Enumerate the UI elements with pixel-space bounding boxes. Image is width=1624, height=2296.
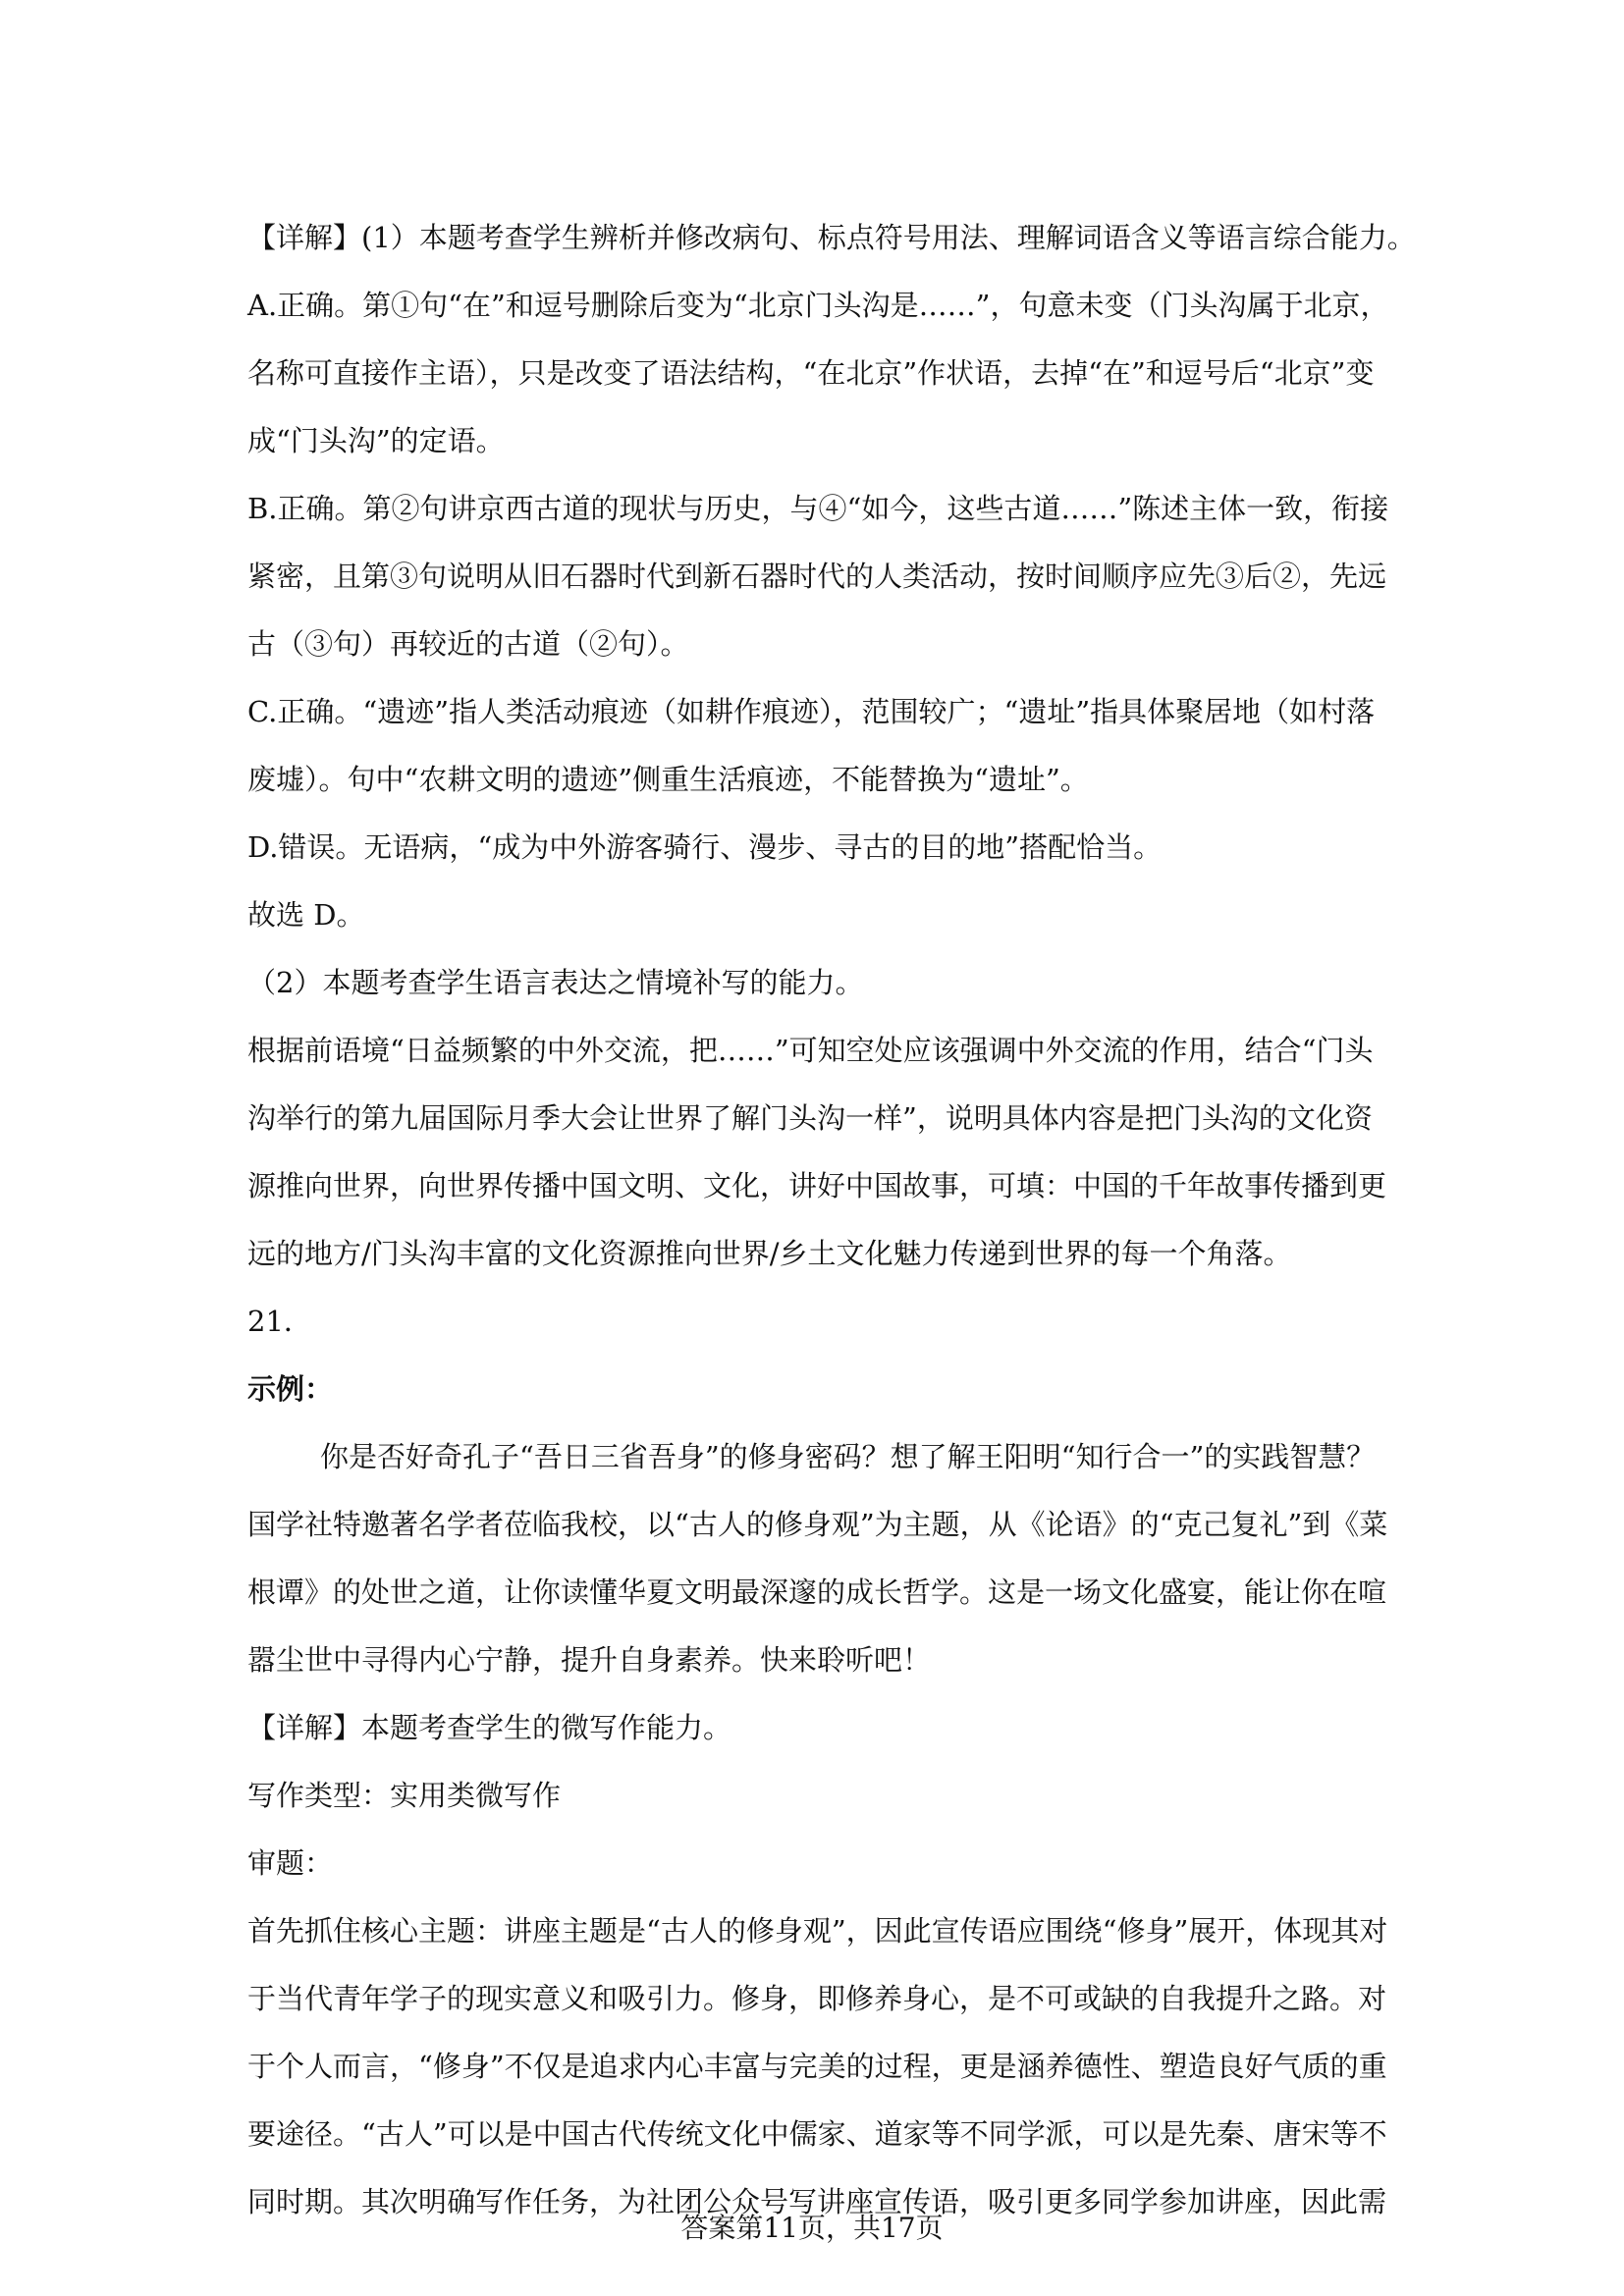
example-text-line: 根谭》的处世之道，让你读懂华夏文明最深邃的成长哲学。这是一场文化盛宴，能让你在喧 <box>247 1575 1387 1609</box>
text-line: D.错误。无语病，“成为中外游客骑行、漫步、寻古的目的地”搭配恰当。 <box>247 830 1163 864</box>
example-heading: 示例： <box>247 1372 334 1406</box>
text-line: 写作类型：实用类微写作 <box>247 1779 562 1812</box>
text-line: 沟举行的第九届国际月季大会让世界了解门头沟一样”，说明具体内容是把门头沟的文化资 <box>247 1101 1373 1135</box>
text-line: 名称可直接作主语），只是改变了语法结构，“在北京”作状语，去掉“在”和逗号后“北京”变 <box>247 356 1375 390</box>
text-line: 于个人而言，“修身”不仅是追求内心丰富与完美的过程，更是涵养德性、塑造良好气质的重 <box>247 2050 1387 2083</box>
answer-text-body <box>247 204 1416 2236</box>
text-line: 废墟）。句中“农耕文明的遗迹”侧重生活痕迹，不能替换为“遗址”。 <box>247 763 1089 796</box>
text-line: 紧密，且第③句说明从旧石器时代到新石器时代的人类活动，按时间顺序应先③后②，先远 <box>247 560 1387 593</box>
text-line: C.正确。“遗迹”指人类活动痕迹（如耕作痕迹），范围较广；“遗址”指具体聚居地（如村落 <box>247 695 1376 728</box>
example-text-line: 嚣尘世中寻得内心宁静，提升自身素养。快来聆听吧！ <box>247 1643 932 1677</box>
text-line: 根据前语境“日益频繁的中外交流，把……”可知空处应该强调中外交流的作用，结合“门头 <box>247 1034 1374 1067</box>
example-text-line: 国学社特邀著名学者莅临我校，以“古人的修身观”为主题，从《论语》的“克己复礼”到《菜 <box>247 1508 1388 1541</box>
text-line: 成“门头沟”的定语。 <box>247 424 505 457</box>
text-line: （2）本题考查学生语言表达之情境补写的能力。 <box>247 966 864 999</box>
text-line: 古（③句）再较近的古道（②句）。 <box>247 627 689 661</box>
text-line: 【详解】(1）本题考查学生辨析并修改病句、标点符号用法、理解词语含义等语言综合能力。 <box>247 221 1416 254</box>
text-line: 首先抓住核心主题：讲座主题是“古人的修身观”，因此宣传语应围绕“修身”展开，体现其对 <box>247 1914 1388 1948</box>
text-line: 故选 D。 <box>247 898 365 932</box>
text-line: A.正确。第①句“在”和逗号删除后变为“北京门头沟是……”，句意未变（门头沟属于北京， <box>247 289 1389 322</box>
question-number: 21． <box>247 1305 312 1338</box>
text-line: 【详解】本题考查学生的微写作能力。 <box>247 1711 732 1744</box>
text-line: 源推向世界，向世界传播中国文明、文化，讲好中国故事，可填：中国的千年故事传播到更 <box>247 1169 1387 1202</box>
page-footer: 答案第11页，共17页 <box>680 2212 944 2244</box>
text-line: 远的地方/门头沟丰富的文化资源推向世界/乡土文化魅力传递到世界的每一个角落。 <box>247 1237 1292 1270</box>
example-text-line: 你是否好奇孔子“吾日三省吾身”的修身密码？想了解王阳明“知行合一”的实践智慧？ <box>320 1440 1376 1473</box>
text-line: 同时期。其次明确写作任务，为社团公众号写讲座宣传语，吸引更多同学参加讲座，因此需 <box>247 2185 1387 2218</box>
text-line: 审题： <box>247 1846 334 1880</box>
text-line: B.正确。第②句讲京西古道的现状与历史，与④“如今，这些古道……”陈述主体一致，衔接 <box>247 492 1389 525</box>
text-line: 于当代青年学子的现实意义和吸引力。修身，即修养身心，是不可或缺的自我提升之路。对 <box>247 1982 1387 2015</box>
text-line: 要途径。“古人”可以是中国古代传统文化中儒家、道家等不同学派，可以是先秦、唐宋等不 <box>247 2117 1387 2151</box>
